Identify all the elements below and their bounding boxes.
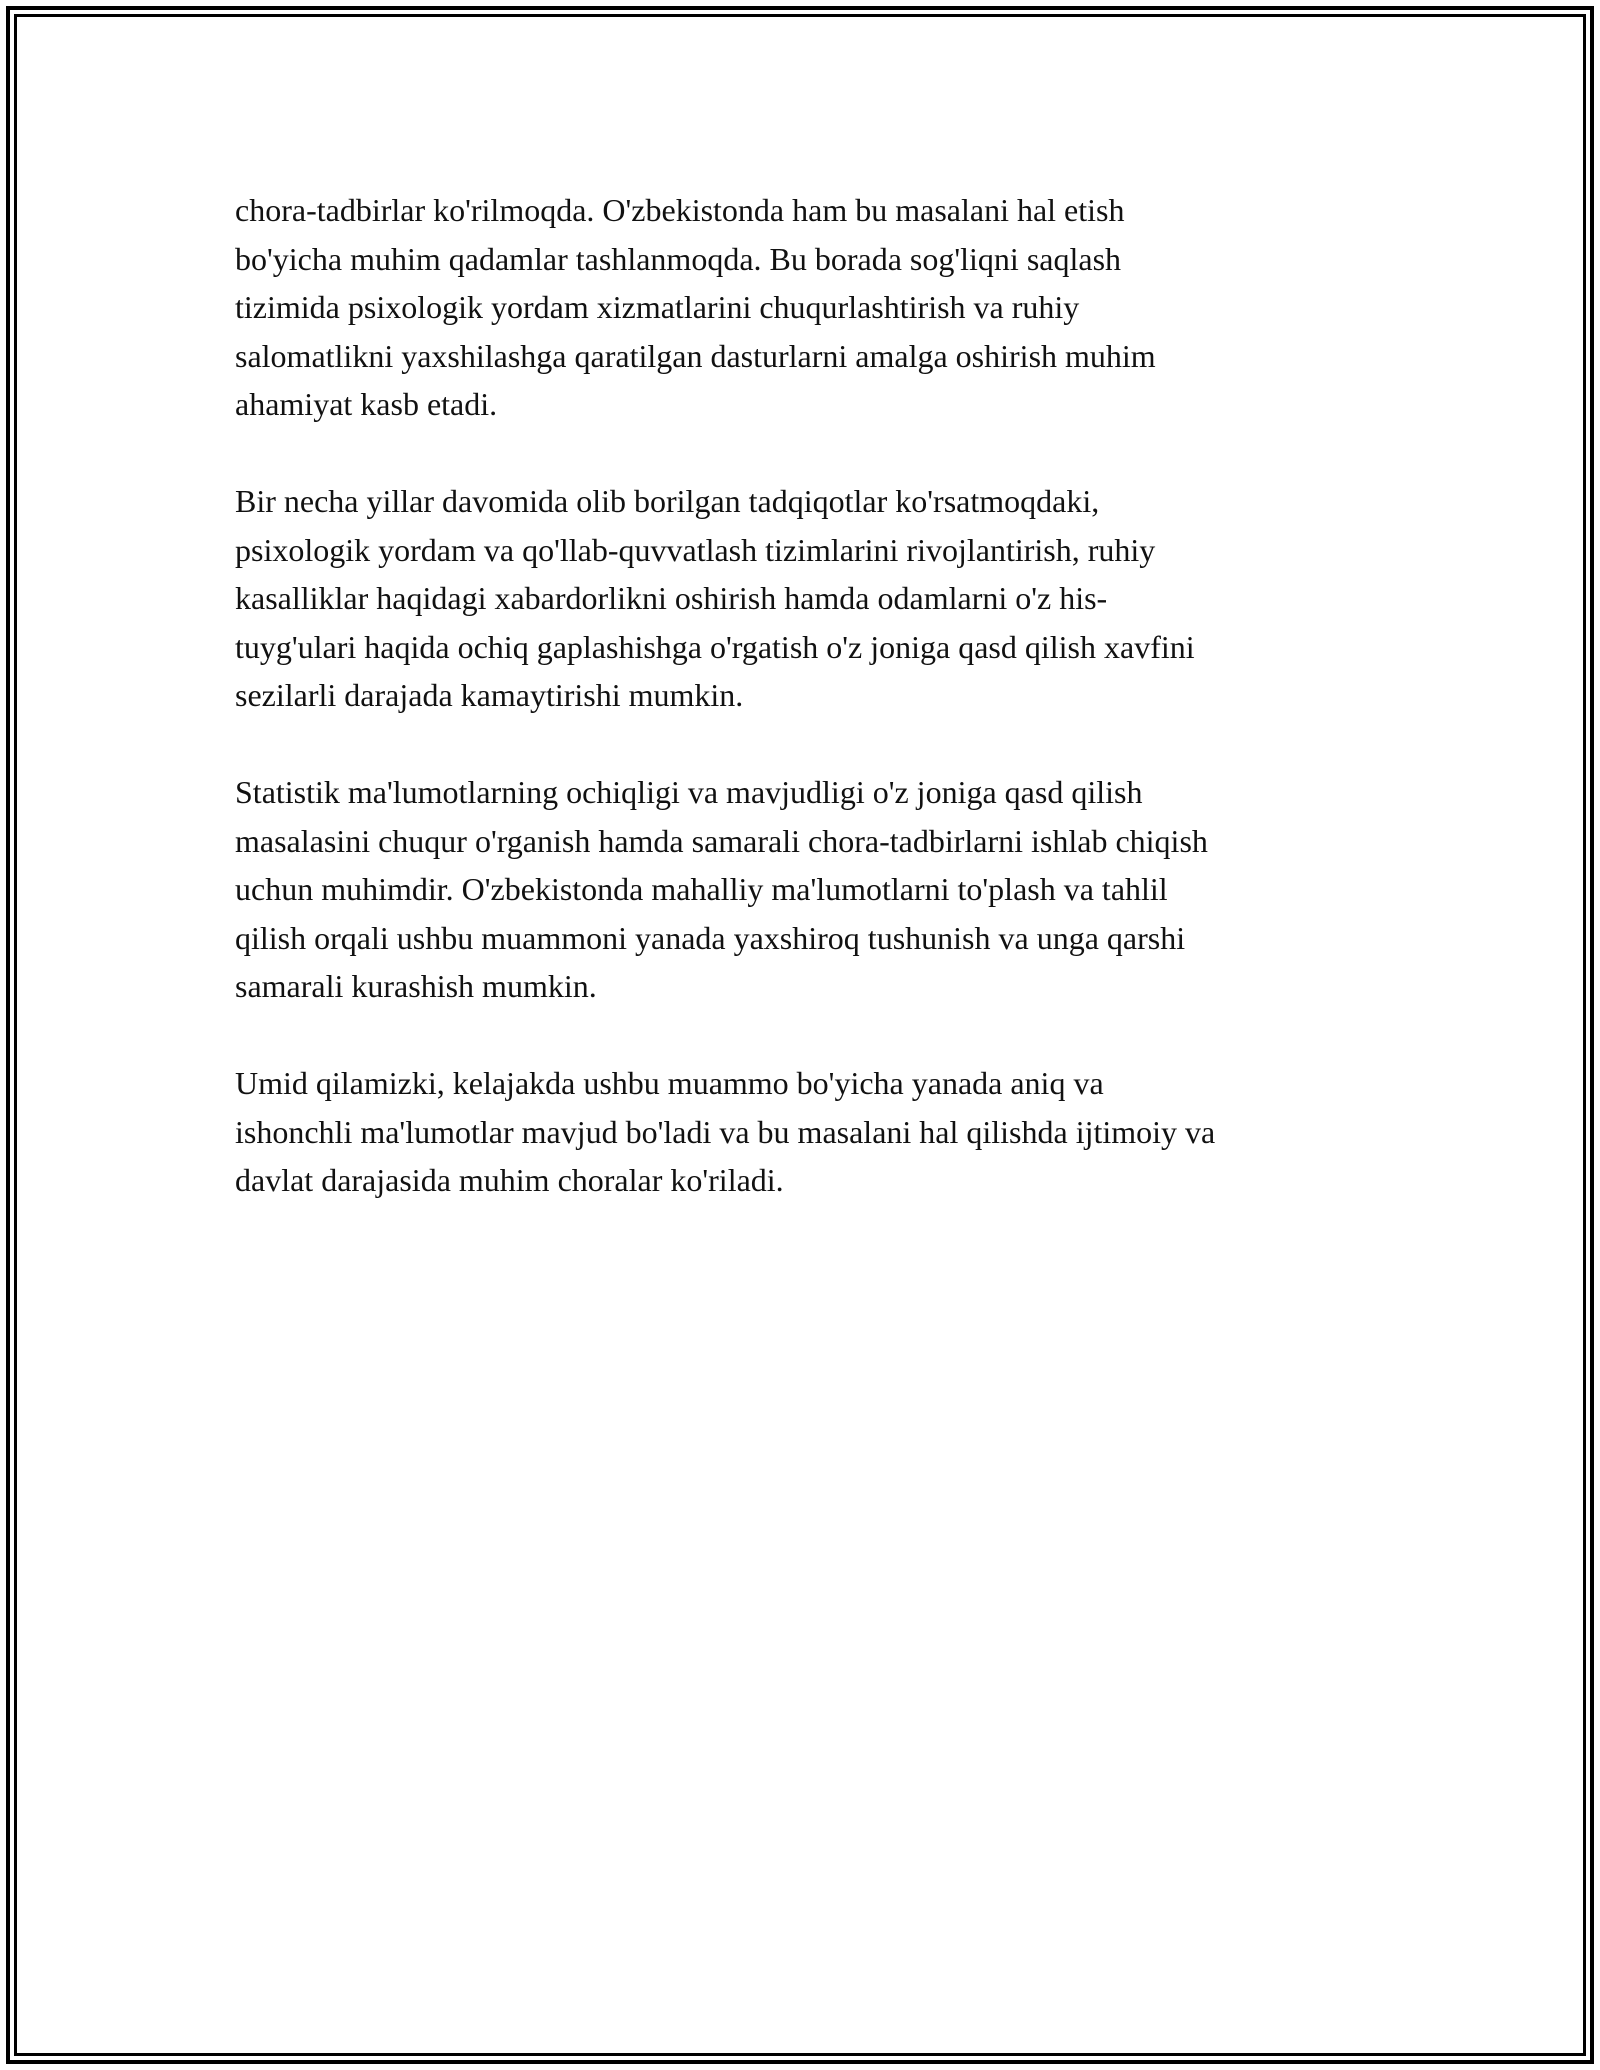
text-line: sezilarli darajada kamaytirishi mumkin. [235, 677, 744, 713]
text-line: tuyg'ulari haqida ochiq gaplashishga o'rgatish o'z joniga qasd qilish xavfini [235, 628, 1195, 665]
text-line: ahamiyat kasb etadi. [235, 386, 498, 422]
paragraph-3 [235, 768, 1365, 1011]
text-line: Bir necha yillar davomida olib borilgan tadqiqotlar ko'rsatmoqdaki, [235, 483, 1100, 519]
paragraph-4 [235, 1059, 1365, 1205]
paragraph-2 [235, 477, 1365, 720]
text-line: salomatlikni yaxshilashga qaratilgan dasturlarni amalga oshirish muhim [235, 337, 1156, 374]
paragraph-1 [235, 186, 1365, 429]
text-line: tizimida psixologik yordam xizmatlarini chuqurlashtirish va ruhiy [235, 289, 1080, 325]
text-line: samarali kurashish mumkin. [235, 968, 597, 1004]
text-line: davlat darajasida muhim choralar ko'riladi. [235, 1162, 784, 1198]
text-line: chora-tadbirlar ko'rilmoqda. O'zbekistonda ham bu masalani hal etish [235, 192, 1125, 228]
text-line: qilish orqali ushbu muammoni yanada yaxshiroq tushunish va unga qarshi [235, 919, 1186, 956]
text-line: Statistik ma'lumotlarning ochiqligi va mavjudligi o'z joniga qasd qilish [235, 774, 1143, 810]
document-body [235, 186, 1365, 1253]
text-line: ishonchli ma'lumotlar mavjud bo'ladi va bu masalani hal qilishda ijtimoiy va [235, 1113, 1216, 1150]
text-line: psixologik yordam va qo'llab-quvvatlash tizimlarini rivojlantirish, ruhiy [235, 531, 1156, 568]
text-line: Umid qilamizki, kelajakda ushbu muammo bo'yicha yanada aniq va [235, 1065, 1104, 1101]
text-line: masalasini chuqur o'rganish hamda samarali chora-tadbirlarni ishlab chiqish [235, 822, 1208, 859]
text-line: bo'yicha muhim qadamlar tashlanmoqda. Bu borada sog'liqni saqlash [235, 240, 1122, 277]
text-line: kasalliklar haqidagi xabardorlikni oshirish hamda odamlarni o'z his- [235, 580, 1108, 616]
text-line: uchun muhimdir. O'zbekistonda mahalliy ma'lumotlarni to'plash va tahlil [235, 871, 1168, 907]
